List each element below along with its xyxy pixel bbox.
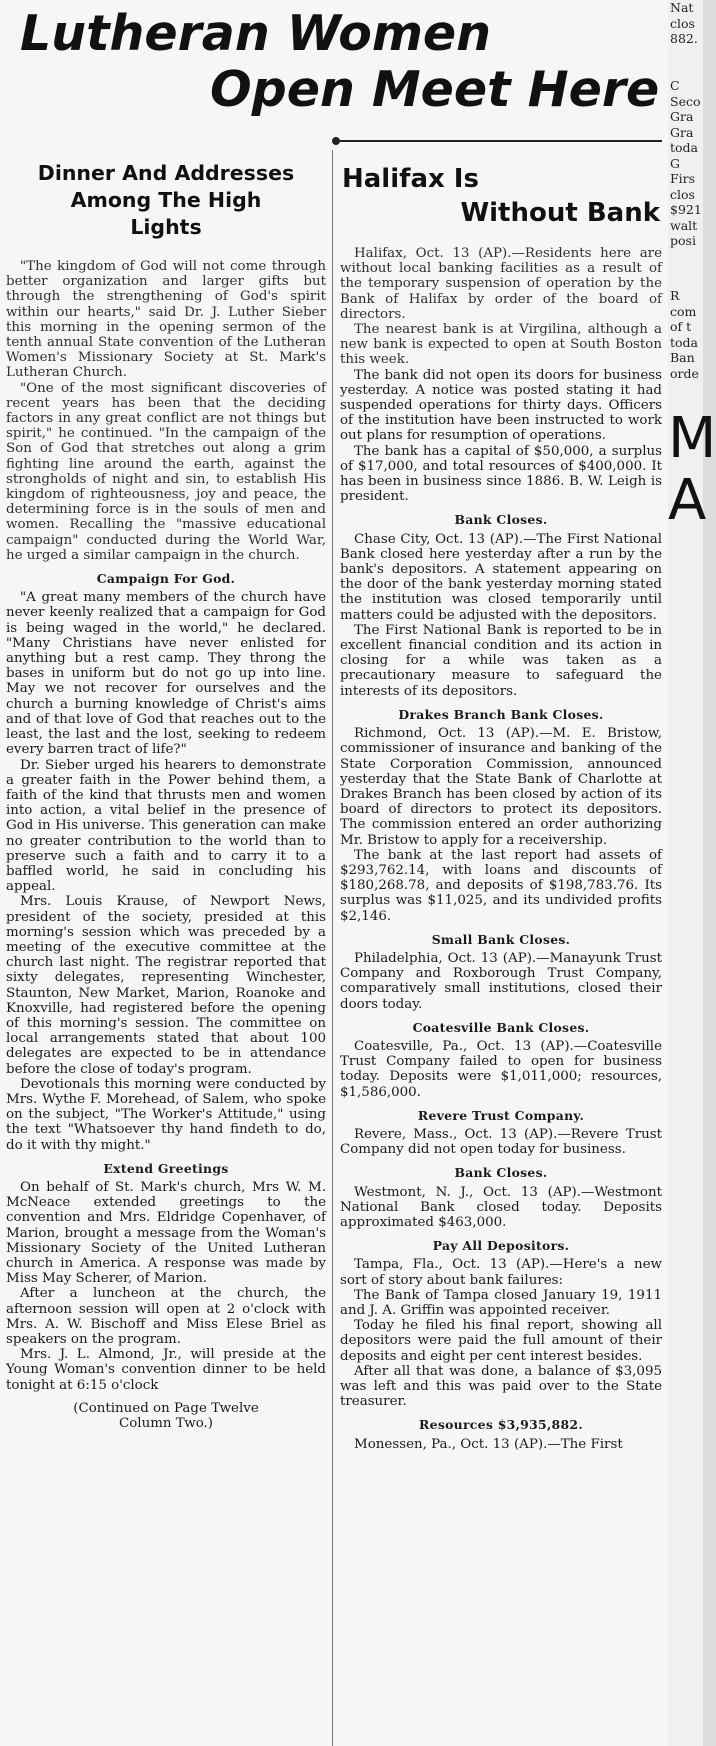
edge-fragment-mid [670,78,702,249]
paragraph: "One of the most significant discoveries of recent years has been that the deciding factors in any great conflict are not things but spirit," he continued. "In the campaign of the Son of God that stretches out along a grim fighting line around the earth, against the strongholds of night and sin, to establish His kingdom of righteousness, joy and peace, the determining force is in the souls of men and women. Recalling the "massive educational campaign" conducted during the World War, he urged a similar campaign in the church. [6,380,326,563]
paragraph: Mrs. J. L. Almond, Jr., will preside at the Young Woman's convention dinner to be held tonight at 6:15 o'clock [6,1347,326,1393]
edge-line: Seco [670,93,701,109]
edge-fragment-top [670,0,698,47]
subhead: Revere Trust Company. [417,1107,585,1123]
paragraph: The bank has a capital of $50,000, a surplus of $17,000, and total resources of $400,000. It has been in business since 1886. B. W. Leigh is president. [340,443,662,505]
dingbat-rule [336,140,662,142]
deck-line: Lights [130,215,202,239]
paragraph: After a luncheon at the church, the afternoon session will open at 2 o'clock with Mrs. A. W. Bischoff and Miss Elese Briel as speakers on the program. [6,1286,326,1348]
adjacent-column-fragment [668,0,703,1746]
deck-line: Dinner And Addresses [37,161,295,185]
edge-headline-fragment [668,408,716,532]
paragraph: Westmont, N. J., Oct. 13 (AP).—Westmont National Bank closed today. Deposits approximated $463,000. [340,1184,662,1230]
headline-line-2: Open Meet Here [210,61,660,118]
edge-line: com [670,303,697,319]
paragraph: The bank did not open its doors for business yesterday. A notice was posted stating it had suspended operations for thirty days. Officers of the institution have been instructed to work out plans for resumption of operations. [340,367,662,444]
headline-line-1: Lutheran Women [20,5,492,62]
edge-line: clos [670,186,695,202]
edge-line: toda [670,334,699,350]
edge-fragment-low [670,288,699,381]
edge-line: Firs [670,171,696,186]
subhead: Bank Closes. [454,512,548,528]
article-lutheran-women [6,160,326,1432]
continued-line: (Continued on Page Twelve [73,1400,259,1416]
subhead: Pay All Depositors. [432,1238,570,1254]
subhead: Resources $3,935,882. [419,1417,583,1433]
subhead: Extend Greetings [103,1160,229,1176]
edge-line: Nat [670,0,694,15]
deck-line: Among The High [70,188,262,212]
continued-line: Column Two.) [118,1416,213,1432]
edge-line: Gra [670,124,694,140]
edge-line: 882. [670,31,698,46]
paragraph: "A great many members of the church have never keenly realized that a campaign for God is being waged in the world," he declared. "Many Christians have never enlisted for anything but a rest camp. They throng the bases in uniform but do not go up into line. May we not recover for ourselves and the church a burning knowledge of Christ's aims and of that love of God that reaches out to the least, the last and the lost, seeking to redeem every barren tract of life?" [6,590,326,758]
paragraph: Dr. Sieber urged his hearers to demonstrate a greater faith in the Power behind them, a faith of the kind that thrusts men and women into action, a vital belief in the presence of God in His universe. This generation can make no greater contribution to the world than to preserve such a faith and to carry it to a baffled world, he said in concluding his appeal. [6,757,326,895]
paragraph: Philadelphia, Oct. 13 (AP).—Manayunk Trust Company and Roxborough Trust Company, comparatively small institutions, closed their doors today. [340,950,662,1012]
subhead: Drakes Branch Bank Closes. [398,706,604,722]
paragraph: Coatesville, Pa., Oct. 13 (AP).—Coatesville Trust Company failed to open for business today. Deposits were $1,011,000; resources, $1,586,000. [340,1038,662,1100]
edge-line: walt [670,217,698,233]
subhead: Coatesville Bank Closes. [412,1019,590,1035]
paragraph: Mrs. Louis Krause, of Newport News, president of the society, presided at this morning's session which was preceded by a meeting of the executive committee at the church last night. The registrar reported that sixty delegates, representing Winchester, Staunton, New Market, Marion, Roanoke and Knoxville, had registered before the opening of this morning's session. The committee on local arrangements stated that about 100 delegates are expected to be in attendance before the close of today's program. [6,894,326,1077]
paragraph: The bank at the last report had assets of $293,762.14, with loans and discounts of $180,268.78, and deposits of $198,783.76. Its surplus was $11,025, and its undivided profits $2,146. [340,847,662,924]
edge-line: posi [670,233,696,248]
edge-line: R [670,288,680,303]
edge-line: $921 [670,202,702,217]
deck-line: Halifax Is [342,164,479,194]
edge-line: toda [670,140,699,155]
paragraph: Revere, Mass., Oct. 13 (AP).—Revere Trust Company did not open today for business. [340,1126,662,1158]
paragraph: Tampa, Fla., Oct. 13 (AP).—Here's a new sort of story about bank failures: [340,1257,662,1288]
subhead: Campaign For God. [96,571,236,587]
bullet-dot-icon [332,137,340,145]
edge-line: of t [670,319,692,334]
edge-line: orde [670,365,699,381]
paragraph: Halifax, Oct. 13 (AP).—Residents here are without local banking facilities as a result of the temporary suspension of operation by the Bank of Halifax by order of the board of directors. [340,246,662,322]
paragraph: Monessen, Pa., Oct. 13 (AP).—The First [354,1436,623,1452]
subhead: Small Bank Closes. [431,931,571,947]
article-halifax-bank [340,162,662,1452]
edge-line: clos [670,15,695,31]
article-deck [340,162,662,230]
paragraph: The First National Bank is reported to be in excellent financial condition and its action in closing for a while was taken as a precautionary measure to safeguard the interests of its depositors. [340,622,662,699]
paragraph: Chase City, Oct. 13 (AP).—The First National Bank closed here yesterday after a run by the bank's depositors. A statement appearing on the door of the bank yesterday morning stated the institution was closed temporarily until matters could be adjusted with the depositors. [340,531,662,623]
edge-line: Gra [670,109,694,124]
paragraph: The Bank of Tampa closed January 19, 1911 and J. A. Griffin was appointed receiver. [340,1287,662,1318]
continued-notice [6,1401,326,1432]
paragraph: On behalf of St. Mark's church, Mrs W. M. McNeace extended greetings to the convention and Mrs. Eldridge Copenhaver, of Marion, brought a message from the Woman's Missionary Society of the United Lutheran church in America. A response was made by Miss May Scherer, of Marion. [6,1179,326,1287]
edge-line: C [670,78,680,93]
edge-line: Ban [670,350,695,365]
paragraph: "The kingdom of God will not come through better organization and larger gifts but through the strengthening of God's spirit within our hearts," said Dr. J. Luther Sieber this morning in the opening sermon of the tenth annual State convention of the Lutheran Women's Missionary Society at St. Mark's Lutheran Church. [6,259,326,381]
paragraph: After all that was done, a balance of $3,095 was left and this was paid over to the State treasurer. [340,1363,662,1410]
paragraph: The nearest bank is at Virgilina, although a new bank is expected to open at South Boston this week. [340,322,662,368]
edge-line: G [670,155,680,171]
paragraph: Devotionals this morning were conducted by Mrs. Wythe F. Morehead, of Salem, who spoke on the subject, "The Worker's Attitude," using the text "Whatsoever thy hand findeth to do, do it with thy might." [6,1076,326,1153]
edge-big-letter: M [668,406,716,471]
main-headline [20,6,660,118]
subhead: Bank Closes. [454,1165,548,1181]
paragraph: Today he filed his final report, showing all depositors were paid the full amount of their deposits and eight per cent interest besides. [340,1318,662,1364]
article-deck [6,160,326,241]
paragraph: Richmond, Oct. 13 (AP).—M. E. Bristow, commissioner of insurance and banking of the State Corporation Commission, announced yesterday that the State Bank of Charlotte at Drakes Branch has been closed by action of its board of directors to protect its depositors. The commission entered an order authorizing Mr. Bristow to apply for a receivership. [340,726,662,848]
deck-line: Without Bank [460,198,660,228]
column-divider [332,150,333,1746]
edge-big-letter: A [668,468,707,533]
